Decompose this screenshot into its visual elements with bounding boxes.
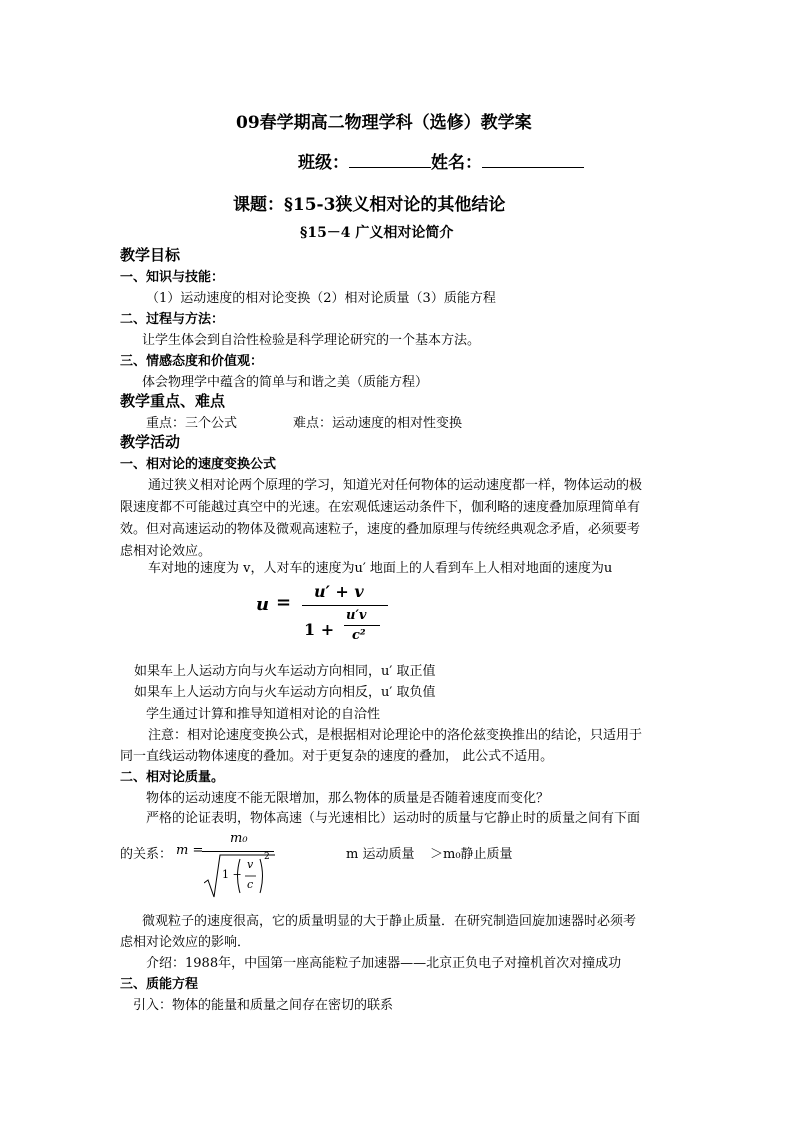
doc-title: 09春学期高二物理学科（选修）教学案: [236, 113, 532, 133]
sign-rule-same: 如果车上人运动方向与火车运动方向相同，u′ 取正值: [134, 664, 436, 679]
self-consistency-note: 学生通过计算和推导知道相对论的自洽性: [146, 707, 381, 722]
paragraph-line: 通过狭义相对论两个原理的学习，知道光对任何物体的运动速度都一样，物体运动的极: [148, 478, 643, 493]
objective-1-text: （1）运动速度的相对论变换（2）相对论质量（3）质能方程: [146, 291, 496, 306]
objective-2-heading: 二、过程与方法：: [120, 312, 225, 327]
paragraph-line: 介绍：1988年，中国第一座高能粒子加速器——北京正负电子对撞机首次对撞成功: [146, 956, 622, 971]
paragraph-line: 物体的运动速度不能无限增加，那么物体的质量是否随着速度而变化？: [146, 791, 550, 806]
class-label: 班级：: [298, 153, 349, 173]
keypoint-key: 重点：三个公式: [146, 416, 238, 431]
paragraph-line: 引入：物体的能量和质量之间存在密切的联系: [133, 998, 394, 1013]
objective-3-heading: 三、情感态度和价值观：: [120, 354, 264, 369]
fraction-bar: [302, 605, 388, 606]
keypoints-heading: 教学重点、难点: [120, 392, 226, 410]
section-2-heading: 二、相对论质量。: [120, 770, 225, 785]
name-label: 姓名：: [431, 153, 482, 173]
paragraph-line: 严格的论证表明，物体高速（与光速相比）运动时的质量与它静止时的质量之间有下面: [146, 811, 641, 826]
objective-1-heading: 一、知识与技能：: [120, 270, 225, 285]
paragraph-line: 虑相对论效应的影响．: [120, 935, 251, 950]
relativistic-mass-formula: [172, 828, 282, 900]
paragraph-line: 微观粒子的速度很高，它的质量明显的大于静止质量．在研究制造回旋加速器时必须考: [142, 914, 637, 929]
formula-numerator: u′ + v: [314, 582, 364, 601]
paragraph-line: 限速度都不可能越过真空中的光速。在宏观低速运动条件下，伽利略的速度叠加原理简单有: [120, 500, 641, 515]
formula-exponent: 2: [264, 852, 270, 862]
velocity-transform-formula: [250, 580, 400, 650]
velocity-definitions: 车对地的速度为 v，人对车的速度为u′ 地面上的人看到车上人相对地面的速度为u: [148, 561, 613, 576]
objectives-heading: 教学目标: [120, 246, 181, 264]
rest-mass-note: ＞m₀静止质量: [430, 847, 513, 862]
section-1-heading: 一、相对论的速度变换公式: [120, 457, 277, 472]
moving-mass-note: m 运动质量: [346, 847, 415, 862]
name-blank: [482, 152, 584, 168]
formula-c: c: [247, 878, 254, 891]
formula-lhs: u: [256, 594, 270, 615]
paragraph-line: 虑相对论效应。: [120, 544, 212, 559]
lesson-topic: 课题：§15-3狭义相对论的其他结论: [233, 195, 506, 215]
formula-lhs: m =: [176, 843, 204, 858]
formula-equals: =: [276, 592, 292, 613]
paragraph-line: 效。但对高速运动的物体及微观高速粒子，速度的叠加原理与传统经典观念矛盾，必须要考: [120, 522, 641, 537]
paragraph-line: 同一直线运动物体速度的叠加。对于更复杂的速度的叠加， 此公式不适用。: [120, 749, 554, 764]
sign-rule-opposite: 如果车上人运动方向与火车运动方向相反，u′ 取负值: [134, 685, 436, 700]
inner-fraction-bar: [344, 625, 380, 626]
formula-inner-denominator: c²: [352, 628, 366, 643]
formula-numerator: m₀: [230, 831, 248, 846]
objective-3-text: 体会物理学中蕴含的简单与和谐之美（质能方程）: [142, 375, 429, 390]
activities-heading: 教学活动: [120, 433, 181, 451]
section-3-heading: 三、质能方程: [120, 977, 199, 992]
class-blank: [349, 152, 431, 168]
formula-one-minus: 1 −: [222, 868, 242, 881]
objective-2-text: 让学生体会到自洽性检验是科学理论研究的一个基本方法。: [142, 333, 481, 348]
formula-denominator-one: 1 +: [304, 620, 335, 639]
class-name-line: [298, 148, 584, 173]
formula-inner-numerator: u′v: [346, 608, 367, 623]
formula-v: v: [247, 858, 254, 871]
paragraph-line: 注意：相对论速度变换公式，是根据相对论理论中的洛伦兹变换推出的结论，只适用于: [148, 728, 643, 743]
relation-prefix: 的关系：: [120, 847, 173, 862]
keypoint-difficult: 难点：运动速度的相对性变换: [293, 416, 463, 431]
lesson-subtopic: §15－4 广义相对论简介: [300, 225, 454, 241]
